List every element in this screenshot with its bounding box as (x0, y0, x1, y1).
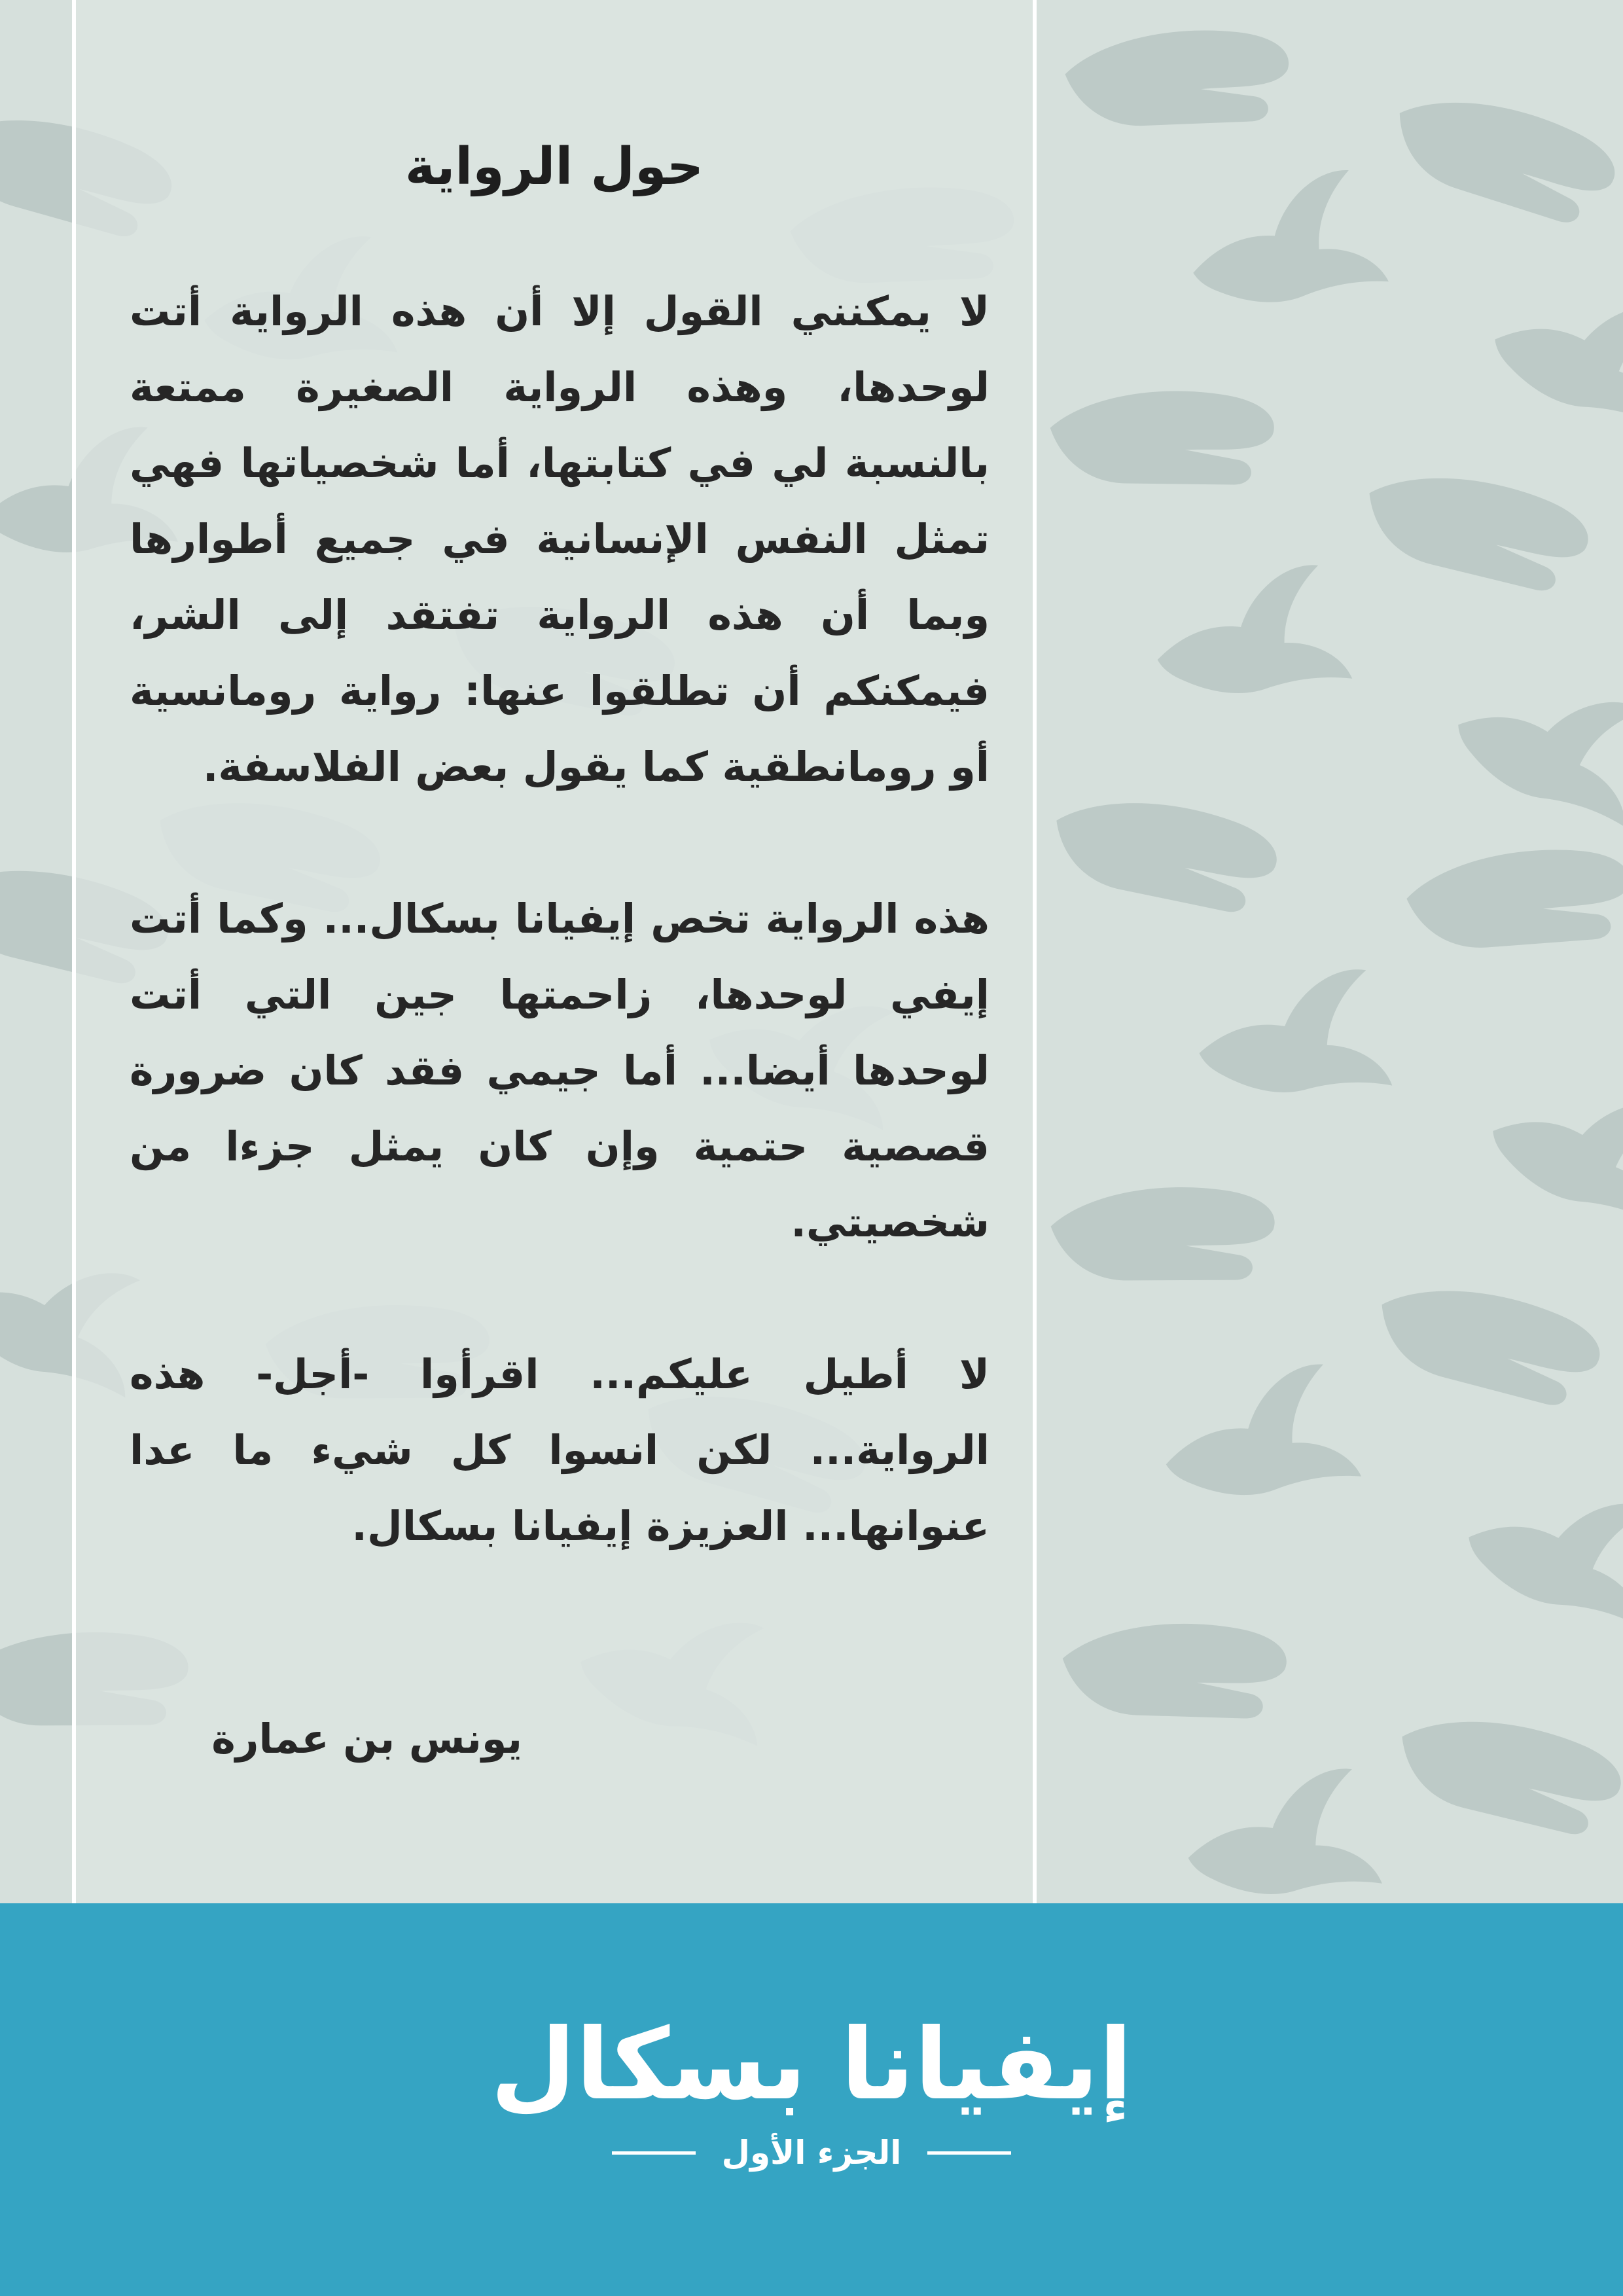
page-title: حول الرواية (404, 137, 704, 196)
dove-icon (1177, 166, 1389, 330)
article-body (130, 274, 990, 1640)
book-subtitle: الجزء الأول (721, 2134, 902, 2172)
dove-icon (1444, 665, 1623, 827)
book-title: إيفيانا بسكال (490, 2008, 1133, 2122)
divider-line-left (612, 2151, 696, 2155)
author-signature: يونس بن عمارة (211, 1715, 522, 1763)
dove-icon (1481, 1071, 1623, 1227)
subtitle-row (0, 2134, 1623, 2172)
paragraph-1: لا يمكنني القول إلا أن هذه الرواية أتت لوحدها، وهذه الرواية الصغيرة ممتعة بالنسبة لي في كتابتها، أما شخصياتها فهي تمثل النفس الإنسانية في جميع أطوارها وبما أن هذه الرواية تفتقد إلى الشر، فيمكنكم أن تطلقوا عنها: رواية رومانسية أو رومانطقية كما يقول بعض الفلاسفة. (130, 287, 990, 791)
paragraph-3: لا أطيل عليكم... اقرأوا -أجل- هذه الرواية... لكن انسوا كل شيء ما عدا عنوانها... العزيزة إيفيانا بسكال. (130, 1350, 990, 1550)
hand-icon (1048, 382, 1279, 500)
hand-icon (1392, 1710, 1623, 1840)
hand-icon (1061, 16, 1296, 146)
hand-icon (1402, 834, 1623, 971)
text-panel (72, 0, 1037, 1903)
hand-icon (1370, 1278, 1607, 1412)
dove-icon (1145, 561, 1352, 717)
dove-icon (1151, 1359, 1361, 1521)
footer-banner (0, 1903, 1623, 2296)
dove-icon (1177, 1765, 1382, 1903)
dove-icon (1485, 279, 1623, 430)
hand-icon (1359, 467, 1594, 596)
hand-icon (1049, 794, 1281, 916)
paragraph-2: هذه الرواية تخص إيفيانا بسكال... وكما أتت إيفي لوحدها، زاحمتها جين التي أتت لوحدها أيضا... أما جيمي فقد كان ضرورة قصصية حتمية وإن كان يمثل جزءا من شخصيتي. (130, 895, 990, 1246)
hand-icon (1385, 87, 1623, 231)
hand-icon (1048, 1176, 1280, 1299)
hand-icon (1061, 1616, 1291, 1731)
dove-icon (1190, 967, 1392, 1112)
divider-line-right (927, 2151, 1011, 2155)
dove-icon (1459, 1477, 1623, 1628)
